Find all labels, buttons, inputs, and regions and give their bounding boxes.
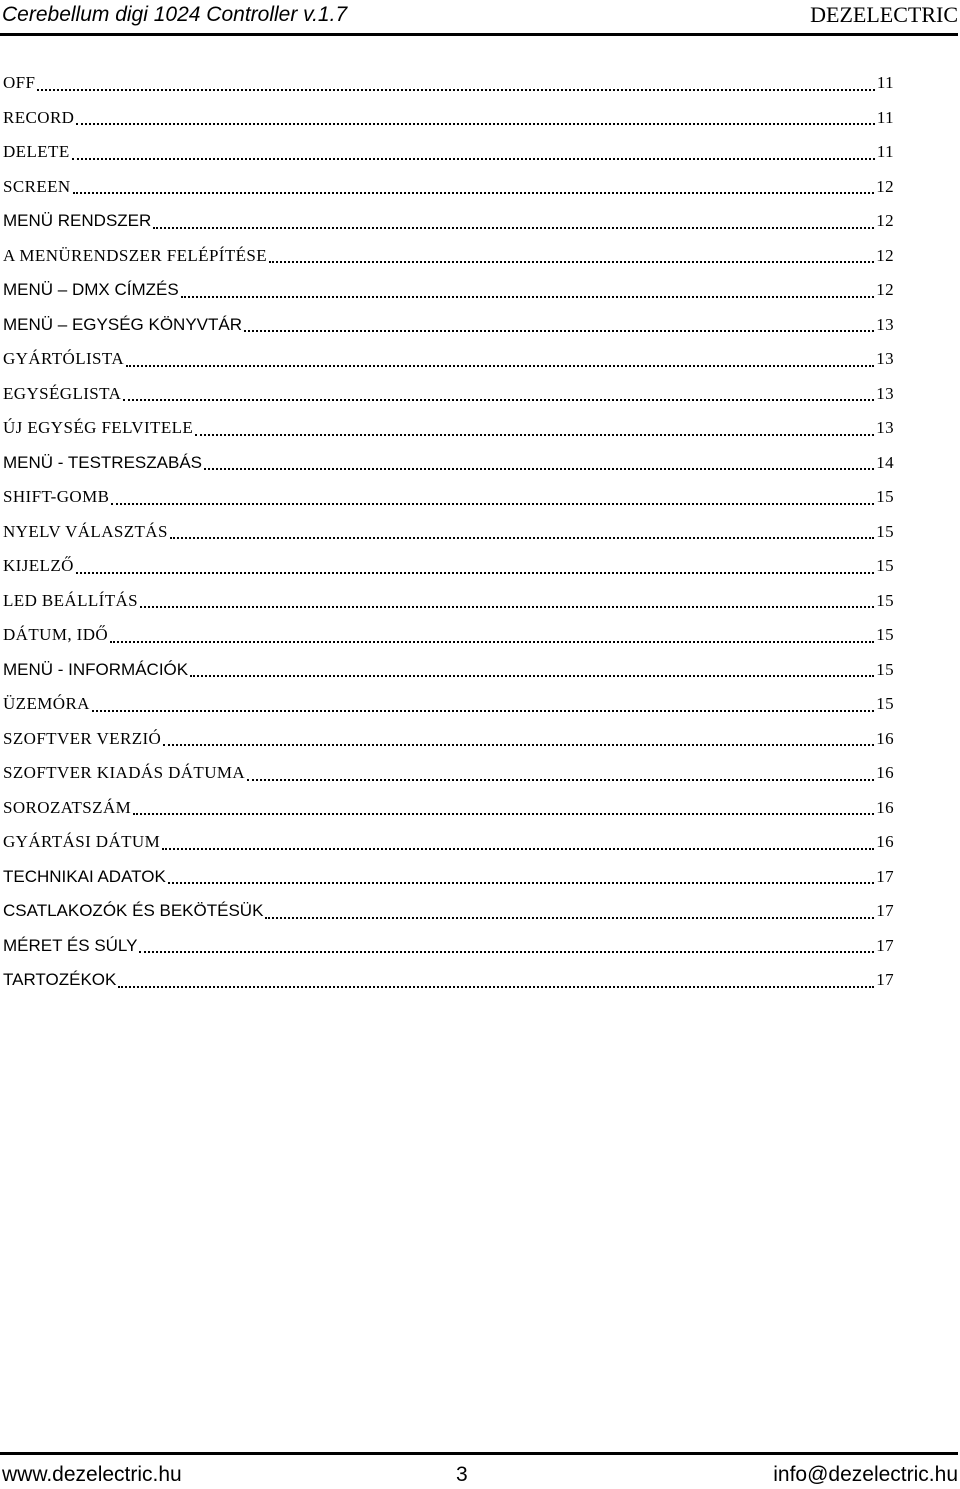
toc-entry-page: 15 xyxy=(876,694,894,714)
toc-entry-page: 13 xyxy=(876,314,894,334)
toc-entry[interactable] xyxy=(3,342,894,377)
toc-dot-leader xyxy=(73,191,875,194)
header-divider xyxy=(0,33,958,36)
toc-entry[interactable] xyxy=(3,101,894,136)
toc-entry-page: 15 xyxy=(876,625,894,645)
table-of-contents xyxy=(3,66,894,998)
toc-entry-title: MENÜ RENDSZER xyxy=(3,211,152,231)
document-title: Cerebellum digi 1024 Controller v.1.7 xyxy=(2,3,348,26)
toc-dot-leader xyxy=(140,605,874,608)
toc-entry-page: 11 xyxy=(876,73,894,93)
toc-entry[interactable] xyxy=(3,377,894,412)
toc-dot-leader xyxy=(123,398,874,401)
toc-entry[interactable] xyxy=(3,584,894,619)
toc-dot-leader xyxy=(181,295,875,298)
toc-dot-leader xyxy=(163,743,874,746)
page-header xyxy=(0,0,958,34)
footer-email-link[interactable]: info@dezelectric.hu xyxy=(773,1463,958,1486)
toc-entry-page: 16 xyxy=(876,763,894,783)
toc-dot-leader xyxy=(92,709,874,712)
toc-entry-title: OFF xyxy=(3,73,36,93)
toc-dot-leader xyxy=(269,260,874,263)
footer-website-link[interactable]: www.dezelectric.hu xyxy=(2,1463,182,1486)
toc-entry-title: EGYSÉGLISTA xyxy=(3,383,122,403)
toc-dot-leader xyxy=(133,812,874,815)
toc-entry[interactable] xyxy=(3,860,894,895)
toc-entry[interactable] xyxy=(3,480,894,515)
toc-entry-title: LED BEÁLLÍTÁS xyxy=(3,590,139,610)
toc-entry-page: 15 xyxy=(876,521,894,541)
toc-entry-page: 11 xyxy=(876,107,894,127)
toc-entry-page: 12 xyxy=(876,176,894,196)
toc-dot-leader xyxy=(37,88,874,91)
toc-entry-page: 15 xyxy=(876,659,894,679)
toc-entry-title: MENÜ - TESTRESZABÁS xyxy=(3,452,202,472)
toc-entry-title: RECORD xyxy=(3,107,75,127)
toc-entry-page: 11 xyxy=(876,142,894,162)
toc-entry-page: 13 xyxy=(876,418,894,438)
toc-dot-leader xyxy=(139,950,874,953)
toc-dot-leader xyxy=(72,157,875,160)
toc-dot-leader xyxy=(118,985,874,988)
toc-entry-page: 15 xyxy=(876,590,894,610)
toc-entry-page: 14 xyxy=(876,452,894,472)
toc-dot-leader xyxy=(153,226,874,229)
toc-entry-title: GYÁRTÓLISTA xyxy=(3,349,125,369)
toc-entry-page: 12 xyxy=(876,245,894,265)
toc-entry-title: SZOFTVER VERZIÓ xyxy=(3,728,162,748)
toc-dot-leader xyxy=(244,329,874,332)
toc-entry-page: 16 xyxy=(876,797,894,817)
footer-divider xyxy=(0,1452,958,1455)
toc-entry-title: ÜZEMÓRA xyxy=(3,694,90,714)
toc-entry[interactable] xyxy=(3,239,894,274)
toc-dot-leader xyxy=(76,571,874,574)
toc-dot-leader xyxy=(170,536,874,539)
toc-entry-title: ÚJ EGYSÉG FELVITELE xyxy=(3,418,194,438)
toc-entry-title: MÉRET ÉS SÚLY xyxy=(3,935,138,955)
toc-entry-title: MENÜ – EGYSÉG KÖNYVTÁR xyxy=(3,314,242,334)
toc-entry[interactable] xyxy=(3,825,894,860)
toc-entry-title: GYÁRTÁSI DÁTUM xyxy=(3,832,161,852)
toc-dot-leader xyxy=(168,881,874,884)
toc-entry[interactable] xyxy=(3,929,894,964)
toc-entry-title: SHIFT-GOMB xyxy=(3,487,110,507)
toc-entry-title: SCREEN xyxy=(3,176,71,196)
toc-entry[interactable] xyxy=(3,618,894,653)
toc-entry-page: 16 xyxy=(876,832,894,852)
toc-entry-title: NYELV VÁLASZTÁS xyxy=(3,521,168,541)
toc-entry-title: KIJELZŐ xyxy=(3,556,74,576)
toc-entry-page: 17 xyxy=(876,901,894,921)
toc-entry[interactable] xyxy=(3,756,894,791)
toc-dot-leader xyxy=(195,433,874,436)
toc-entry[interactable] xyxy=(3,66,894,101)
toc-entry[interactable] xyxy=(3,722,894,757)
toc-entry[interactable] xyxy=(3,446,894,481)
toc-entry-title: MENÜ – DMX CÍMZÉS xyxy=(3,280,179,300)
toc-entry[interactable] xyxy=(3,204,894,239)
toc-dot-leader xyxy=(190,674,874,677)
page-number: 3 xyxy=(456,1463,468,1486)
toc-dot-leader xyxy=(204,467,874,470)
toc-dot-leader xyxy=(247,778,874,781)
toc-dot-leader xyxy=(110,640,874,643)
toc-entry-page: 13 xyxy=(876,349,894,369)
toc-dot-leader xyxy=(126,364,874,367)
toc-entry-title: TECHNIKAI ADATOK xyxy=(3,866,166,886)
toc-entry[interactable] xyxy=(3,791,894,826)
page-footer xyxy=(0,1462,958,1489)
toc-entry[interactable] xyxy=(3,653,894,688)
toc-entry-title: TARTOZÉKOK xyxy=(3,970,117,990)
toc-entry[interactable] xyxy=(3,135,894,170)
toc-entry-page: 12 xyxy=(876,211,894,231)
toc-entry[interactable] xyxy=(3,308,894,343)
toc-entry-page: 15 xyxy=(876,556,894,576)
toc-entry-page: 12 xyxy=(876,280,894,300)
toc-entry[interactable] xyxy=(3,549,894,584)
toc-entry[interactable] xyxy=(3,273,894,308)
toc-entry-title: MENÜ - INFORMÁCIÓK xyxy=(3,659,189,679)
toc-entry[interactable] xyxy=(3,894,894,929)
toc-entry[interactable] xyxy=(3,411,894,446)
toc-entry-page: 15 xyxy=(876,487,894,507)
toc-dot-leader xyxy=(111,502,874,505)
toc-entry[interactable] xyxy=(3,963,894,998)
toc-entry[interactable] xyxy=(3,170,894,205)
toc-entry-page: 17 xyxy=(876,970,894,990)
toc-entry-title: SOROZATSZÁM xyxy=(3,797,132,817)
toc-entry-title: CSATLAKOZÓK ÉS BEKÖTÉSÜK xyxy=(3,901,264,921)
toc-entry-page: 17 xyxy=(876,866,894,886)
toc-entry-title: SZOFTVER KIADÁS DÁTUMA xyxy=(3,763,246,783)
toc-entry[interactable] xyxy=(3,515,894,550)
toc-entry-title: A MENÜRENDSZER FELÉPÍTÉSE xyxy=(3,245,268,265)
toc-entry[interactable] xyxy=(3,687,894,722)
toc-dot-leader xyxy=(265,916,874,919)
toc-dot-leader xyxy=(76,122,874,125)
toc-entry-page: 16 xyxy=(876,728,894,748)
toc-entry-page: 17 xyxy=(876,935,894,955)
toc-entry-title: DÁTUM, IDŐ xyxy=(3,625,109,645)
toc-dot-leader xyxy=(162,847,874,850)
brand-name: DEZELECTRIC xyxy=(810,2,958,27)
toc-entry-page: 13 xyxy=(876,383,894,403)
toc-entry-title: DELETE xyxy=(3,142,70,162)
